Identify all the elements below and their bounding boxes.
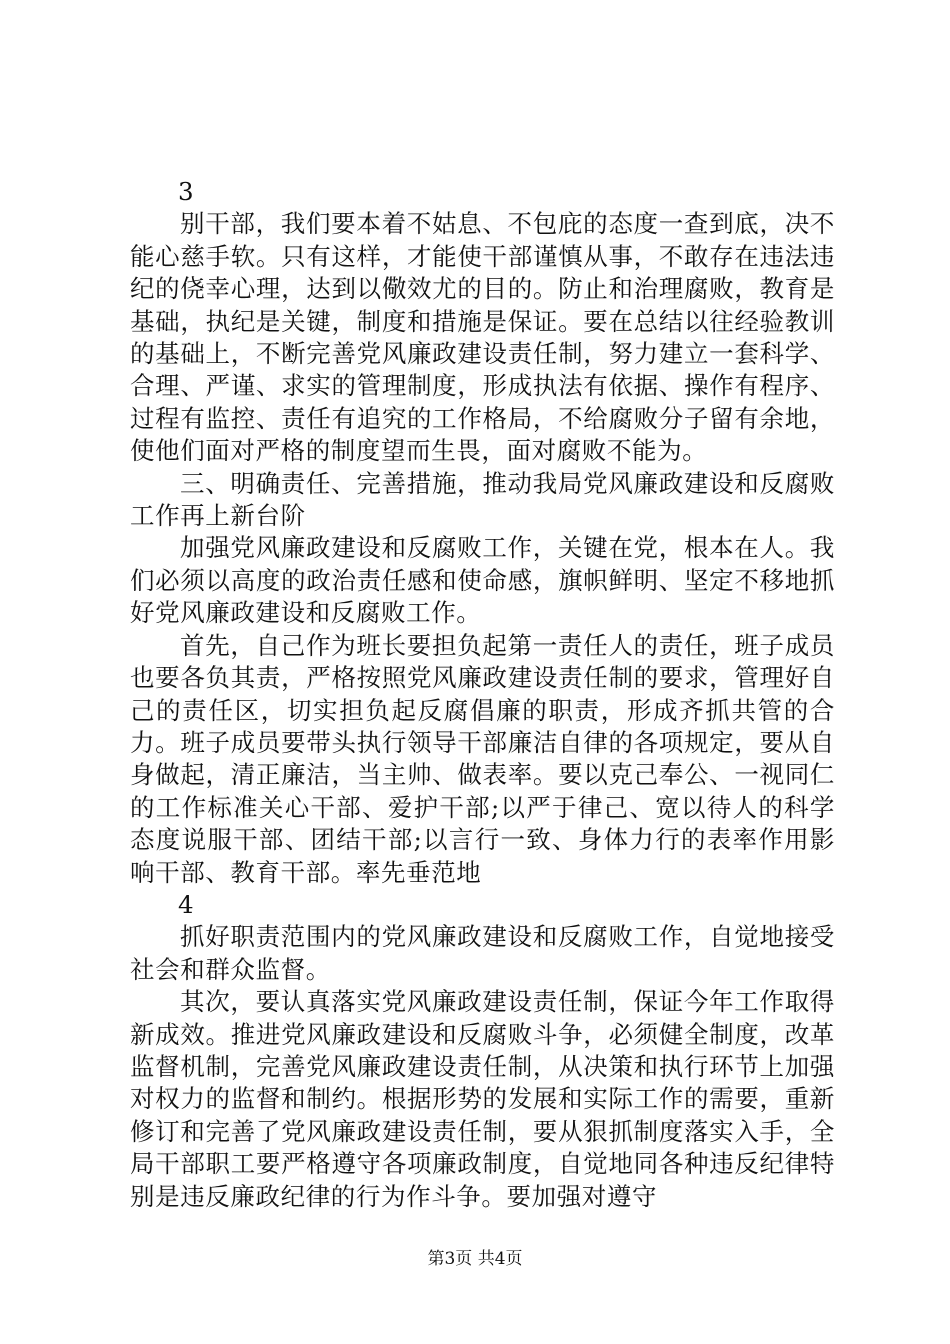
- page-marker: 4: [178, 889, 194, 919]
- paragraph: 其次，要认真落实党风廉政建设责任制，保证今年工作取得新成效。推进党风廉政建设和反腐败斗争，必须健全制度，改革监督机制，完善党风廉政建设责任制，从决策和执行环节上加强对权力的监督和制约。根据形势的发展和实际工作的需要，重新修订和完善了党风廉政建设责任制，要从狠抓制度落实入手，全局干部职工要严格遵守各项廉政制度，自觉地同各种违反纪律特别是违反廉政纪律的行为作斗争。要加强对遵守: [130, 987, 835, 1211]
- document-body: [130, 176, 835, 1213]
- page-marker: 3: [178, 177, 194, 206]
- paragraph: 抓好职责范围内的党风廉政建设和反腐败工作，自觉地接受社会和群众监督。: [130, 922, 835, 984]
- page-footer: 第3页 共4页: [427, 1249, 523, 1269]
- section-heading: 三、明确责任、完善措施，推动我局党风廉政建设和反腐败工作再上新台阶: [130, 468, 835, 531]
- paragraph: 首先，自己作为班长要担负起第一责任人的责任，班子成员也要各负其责，严格按照党风廉政建设责任制的要求，管理好自己的责任区，切实担负起反腐倡廉的职责，形成齐抓共管的合力。班子成员要带头执行领导干部廉洁自律的各项规定，要从自身做起，清正廉洁，当主帅、做表率。要以克己奉公、一视同仁的工作标准关心干部、爱护干部;以严于律己、宽以待人的科学态度说服干部、团结干部;以言行一致、身体力行的表率作用影响干部、教育干部。率先垂范地: [130, 630, 835, 887]
- paragraph: 加强党风廉政建设和反腐败工作，关键在党，根本在人。我们必须以高度的政治责任感和使命感，旗帜鲜明、坚定不移地抓好党风廉政建设和反腐败工作。: [130, 533, 835, 628]
- paragraph: 别干部，我们要本着不姑息、不包庇的态度一查到底，决不能心慈手软。只有这样，才能使干部谨慎从事，不敢存在违法违纪的侥幸心理，达到以儆效尤的目的。防止和治理腐败，教育是基础，执纪是关键，制度和措施是保证。要在总结以往经验教训的基础上，不断完善党风廉政建设责任制，努力建立一套科学、合理、严谨、求实的管理制度，形成执法有依据、操作有程序、过程有监控、责任有追究的工作格局，不给腐败分子留有余地，使他们面对严格的制度望而生畏，面对腐败不能为。: [130, 209, 835, 466]
